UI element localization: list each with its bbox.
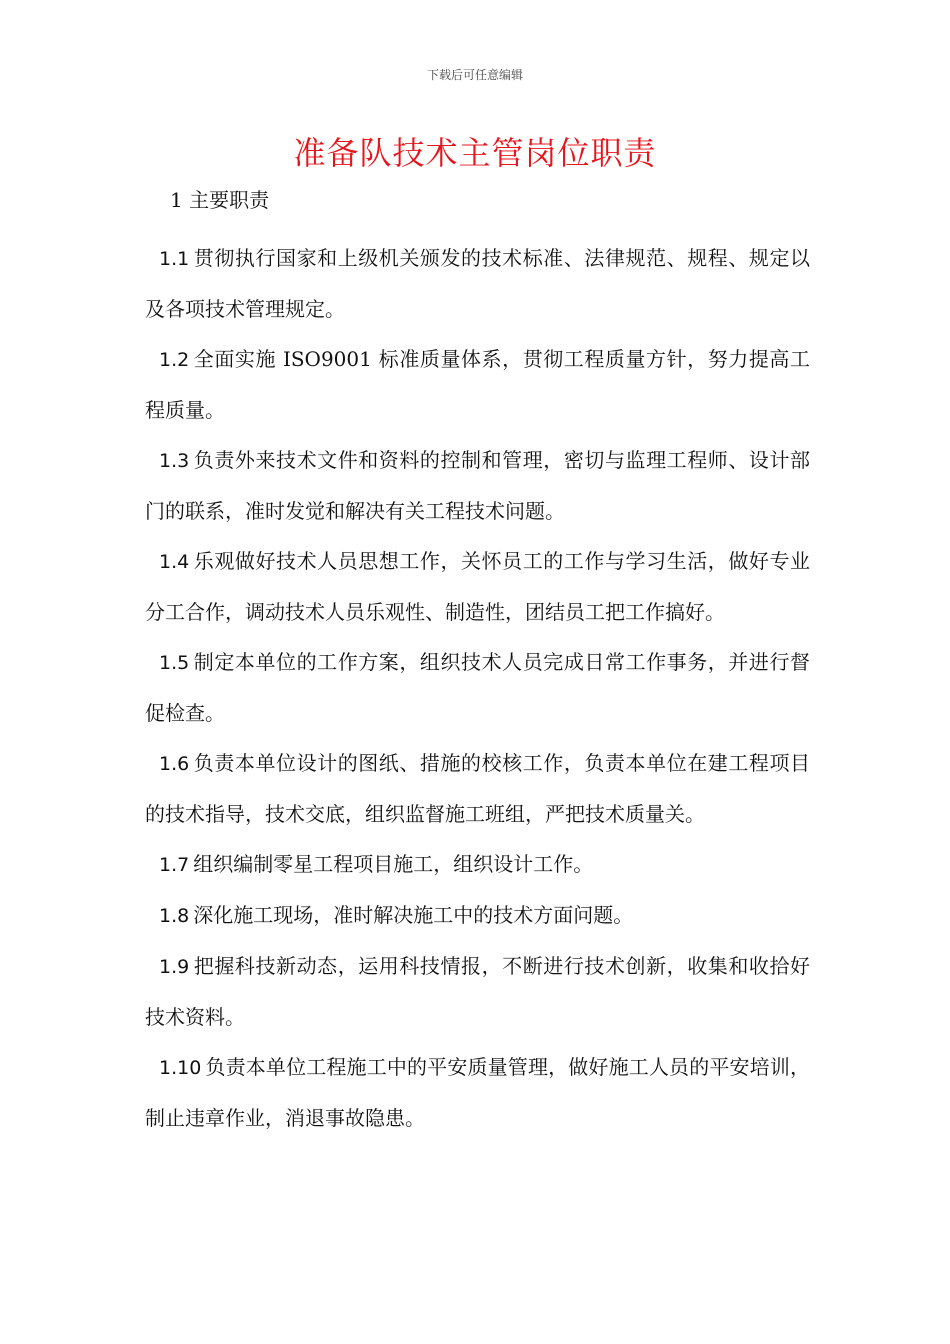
duty-item xyxy=(145,890,810,941)
duty-item-text: 贯彻执行国家和上级机关颁发的技术标准、法律规范、规程、规定以及各项技术管理规定。 xyxy=(145,246,810,321)
duty-item-number: 1.5 xyxy=(159,652,190,674)
duty-item xyxy=(145,1042,810,1143)
duty-item xyxy=(145,435,810,536)
duty-item xyxy=(145,738,810,839)
duty-item-text: 深化施工现场，准时解决施工中的技术方面问题。 xyxy=(193,903,634,927)
document-body xyxy=(145,233,810,1143)
duty-item-text: 负责外来技术文件和资料的控制和管理，密切与监理工程师、设计部门的联系，准时发觉和解决有关工程技术问题。 xyxy=(145,448,810,523)
duty-item-number: 1.4 xyxy=(159,551,190,573)
duty-item-number: 1.2 xyxy=(159,349,190,371)
duty-item xyxy=(145,839,810,890)
duty-item xyxy=(145,334,810,435)
duty-item xyxy=(145,233,810,334)
duty-item-text: 乐观做好技术人员思想工作，关怀员工的工作与学习生活，做好专业分工合作，调动技术人员乐观性、制造性，团结员工把工作搞好。 xyxy=(145,549,810,624)
section-heading: 1 主要职责 xyxy=(170,188,270,212)
duty-item-number: 1.7 xyxy=(159,854,190,876)
duty-item-text: 制定本单位的工作方案，组织技术人员完成日常工作事务，并进行督促检查。 xyxy=(145,650,810,725)
document-title: 准备队技术主管岗位职责 xyxy=(293,134,657,172)
duty-item-text: 全面实施 ISO9001 标准质量体系，贯彻工程质量方针，努力提高工程质量。 xyxy=(145,347,810,422)
duty-item-text: 组织编制零星工程项目施工，组织设计工作。 xyxy=(193,852,594,876)
duty-item xyxy=(145,941,810,1042)
duty-item xyxy=(145,637,810,738)
duty-item-number: 1.8 xyxy=(159,905,190,927)
duty-item-number: 1.6 xyxy=(159,753,190,775)
duty-item-number: 1.1 xyxy=(159,248,190,270)
duty-item-text: 负责本单位设计的图纸、措施的校核工作，负责本单位在建工程项目的技术指导，技术交底，组织监督施工班组，严把技术质量关。 xyxy=(145,751,810,826)
duty-item-number: 1.10 xyxy=(159,1057,202,1079)
duty-item xyxy=(145,536,810,637)
header-note: 下载后可任意编辑 xyxy=(426,68,523,82)
duty-item-text: 负责本单位工程施工中的平安质量管理，做好施工人员的平安培训，制止违章作业，消退事故隐患。 xyxy=(145,1055,810,1130)
duty-item-text: 把握科技新动态，运用科技情报，不断进行技术创新，收集和收拾好技术资料。 xyxy=(145,954,810,1029)
duty-item-number: 1.9 xyxy=(159,956,190,978)
duty-item-number: 1.3 xyxy=(159,450,190,472)
